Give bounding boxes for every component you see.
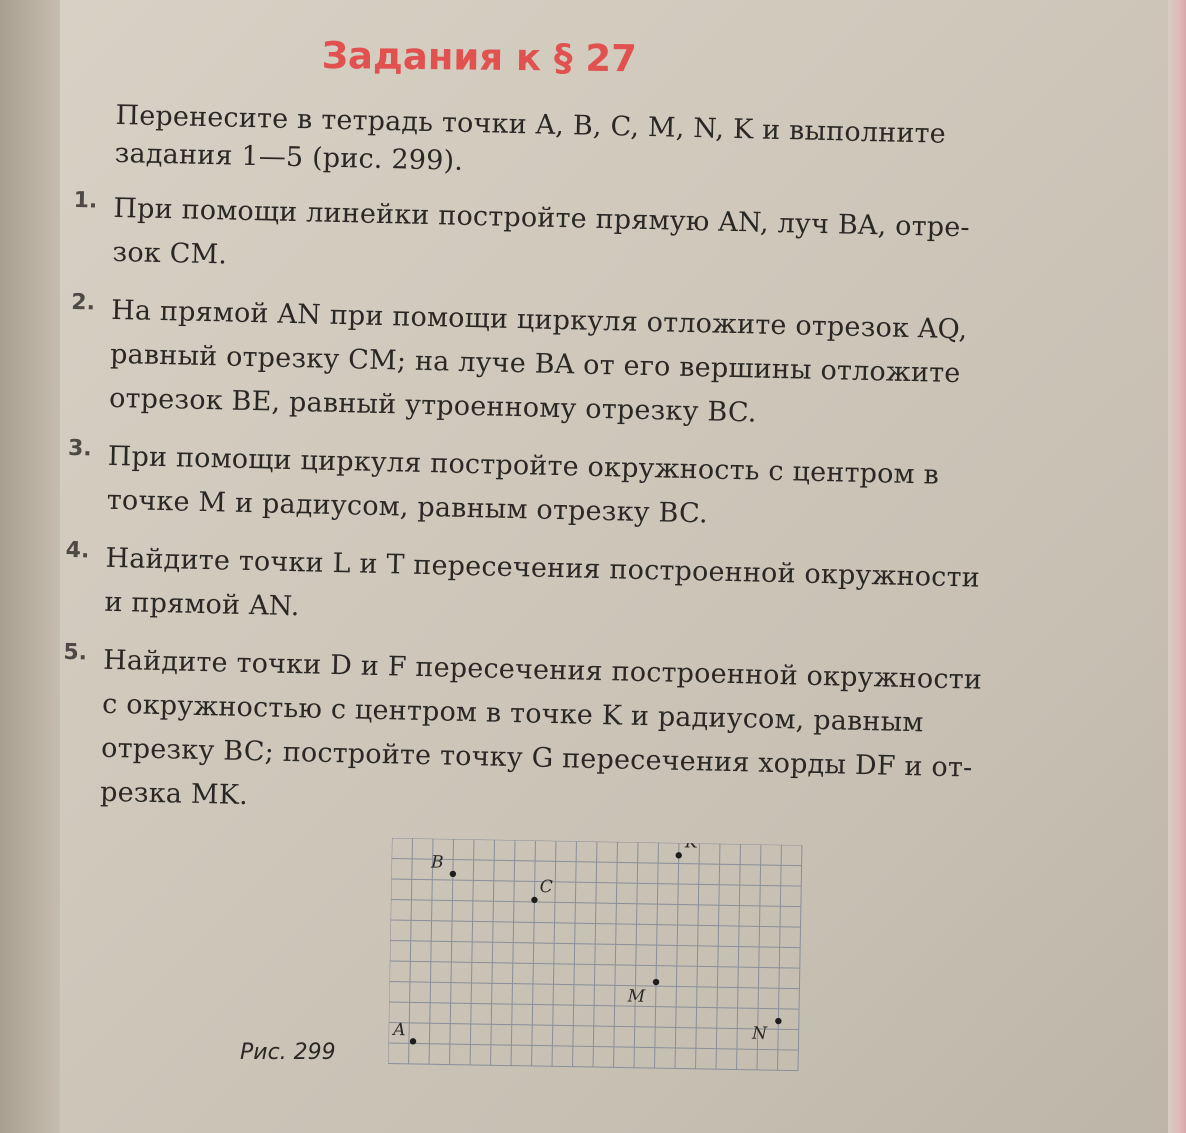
task-number: 3.	[67, 435, 92, 462]
point-dot	[675, 852, 682, 859]
section-heading: Задания к § 27	[321, 34, 638, 81]
book-spine-shadow	[0, 0, 60, 1133]
grid-vline	[388, 838, 392, 1063]
grid-vline	[511, 840, 515, 1065]
grid-vline	[655, 843, 659, 1068]
task-4	[64, 536, 1066, 647]
grid-vline	[634, 842, 638, 1067]
task-text: На прямой AN при помощи циркуля отложите отрезок AQ, равный отрезку CM; на луче BA от его вершины отложите отрезок BE, равный утроенному отрезку BC.	[108, 294, 968, 429]
point-N	[751, 1017, 782, 1044]
point-A	[391, 1020, 417, 1045]
task-number: 1.	[73, 187, 98, 214]
grid-vline	[532, 841, 536, 1066]
task-text: Найдите точки D и F пересечения построенной окружности с окружностью с центром в точке K и радиусом, равным отрезку BC; постройте точку G пересечения хорды DF и от- резка MK.	[99, 644, 983, 812]
task-number: 4.	[65, 537, 90, 564]
grid-vline	[798, 845, 802, 1070]
figure-299	[388, 838, 812, 1079]
point-B	[430, 853, 457, 878]
point-label: A	[393, 1020, 406, 1041]
intro-paragraph: Перенесите в тетрадь точки A, B, C, M, N, K и выполните задания 1—5 (рис. 299).	[114, 99, 947, 177]
point-M	[627, 978, 660, 1007]
grid-vline	[491, 840, 495, 1065]
figure-caption: Рис. 299	[240, 1040, 336, 1065]
point-label: B	[430, 852, 444, 873]
task-2	[69, 288, 1072, 443]
grid-figure	[388, 838, 812, 1075]
grid-vline	[716, 844, 720, 1069]
task-number: 5.	[63, 639, 88, 666]
grid-vline	[778, 845, 782, 1070]
grid-vline	[409, 838, 413, 1063]
grid-vline	[573, 841, 577, 1066]
point-label: K	[684, 838, 698, 853]
point-label: M	[627, 986, 646, 1007]
grid-vline	[470, 839, 474, 1064]
point-dot	[450, 871, 457, 878]
grid-vline	[593, 842, 597, 1067]
grid-vline	[737, 844, 741, 1069]
point-label: C	[539, 877, 553, 898]
task-text: Найдите точки L и T пересечения построенной окружности и прямой AN.	[104, 542, 981, 623]
task-text: При помощи циркуля постройте окружность с центром в точке M и радиусом, равным отрезку BC.	[106, 440, 940, 530]
task-number: 2.	[71, 289, 96, 316]
point-dot	[653, 979, 660, 986]
tasks-content	[59, 96, 1075, 850]
point-label: N	[751, 1023, 768, 1044]
grid-vline	[675, 843, 679, 1068]
task-5	[60, 638, 1064, 837]
task-3	[66, 434, 1068, 545]
point-dot	[775, 1018, 782, 1025]
grid-vline	[696, 843, 700, 1068]
grid-vline	[614, 842, 618, 1067]
task-1	[72, 186, 1074, 297]
page-edge	[1168, 0, 1186, 1133]
grid-vline	[552, 841, 556, 1066]
task-text: При помощи линейки постройте прямую AN, луч BA, отре- зок CM.	[112, 192, 971, 271]
